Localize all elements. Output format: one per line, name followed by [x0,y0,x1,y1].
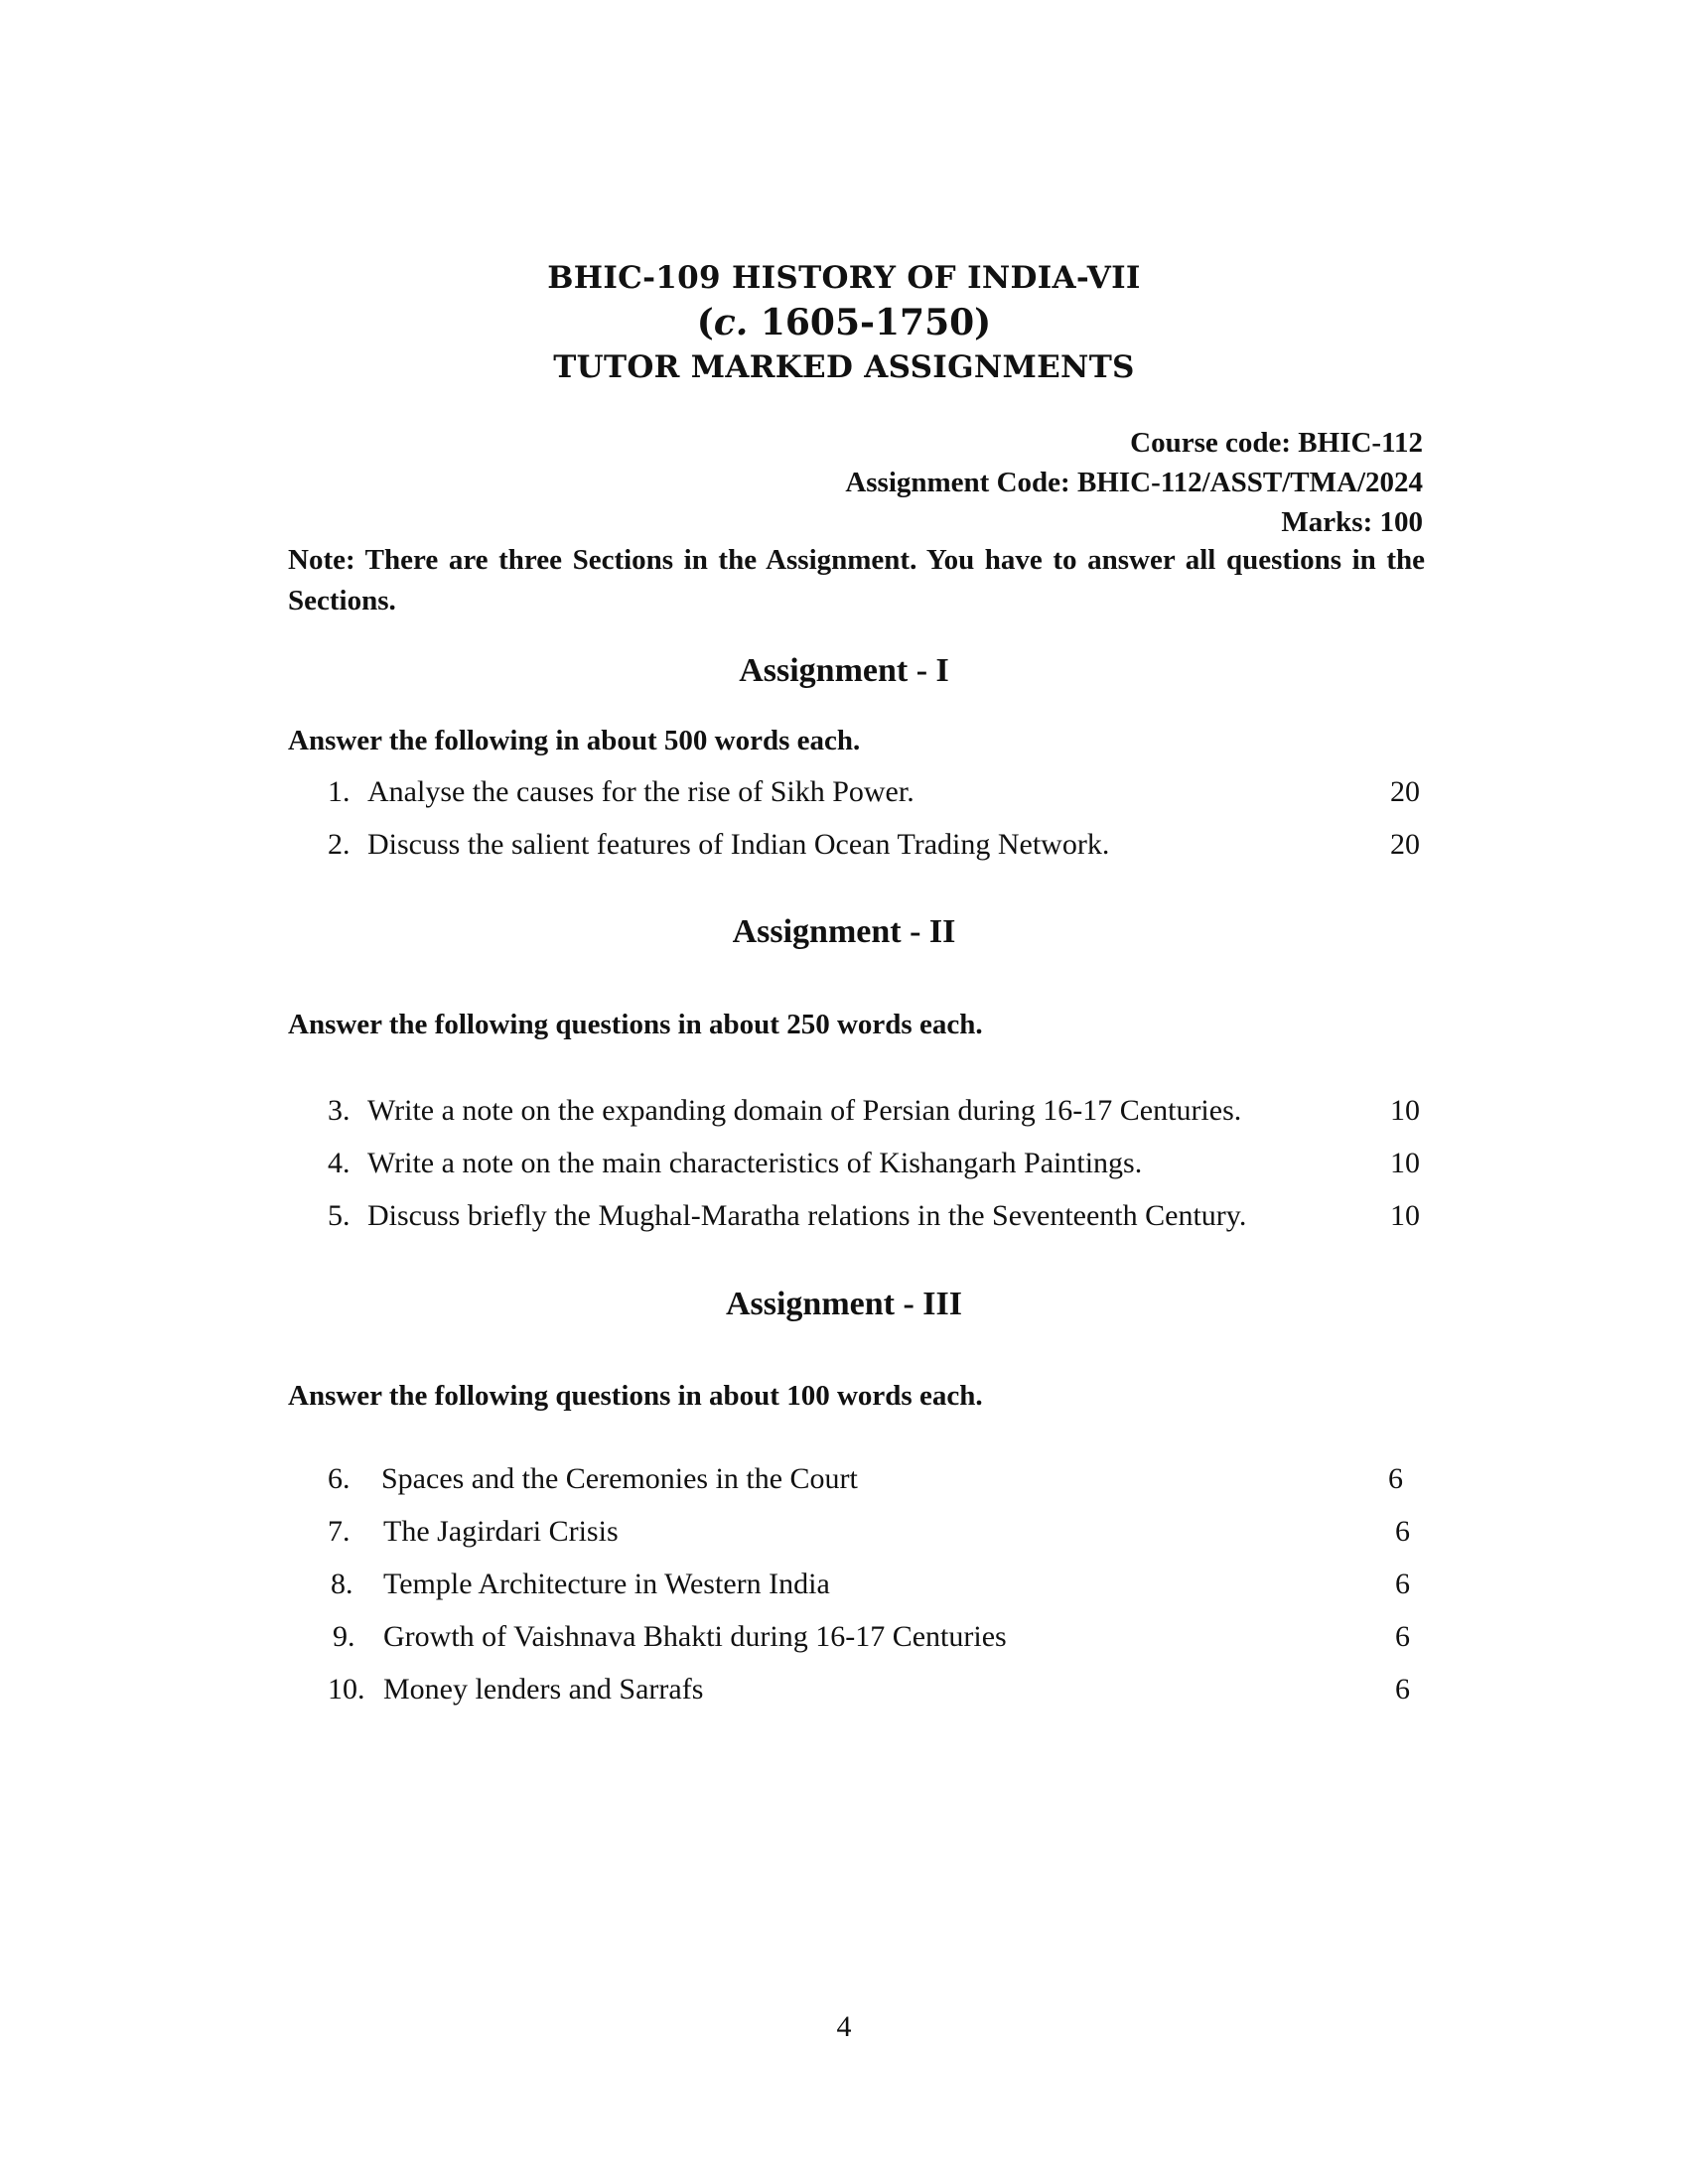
marks-total: Marks: 100 [1281,506,1423,538]
question-text: Write a note on the main characteristics of Kishangarh Paintings. [367,1147,1143,1179]
date-range: 1605-1750 [760,302,975,343]
section-heading-3: Assignment - III [725,1286,963,1322]
document-title: BHIC-109 HISTORY OF INDIA-VII [547,260,1141,296]
question-marks: 6 [1395,1568,1410,1600]
question-text: Spaces and the Ceremonies in the Court [381,1462,858,1495]
question-number: 8. [331,1568,353,1600]
question-number: 2. [328,828,351,861]
question-row [328,1196,1420,1236]
course-code: Course code: BHIC-112 [1130,427,1423,459]
question-marks: 6 [1395,1673,1410,1706]
circa-abbrev: c. [713,302,749,343]
question-text: Write a note on the expanding domain of Persian during 16-17 Centuries. [367,1094,1242,1127]
question-text: Growth of Vaishnava Bhakti during 16-17 Centuries [383,1620,1007,1653]
question-marks: 20 [1390,775,1420,808]
question-text: Money lenders and Sarrafs [383,1673,704,1706]
question-row [328,1617,1420,1657]
question-text: Discuss briefly the Mughal-Maratha relations in the Seventeenth Century. [367,1199,1247,1232]
question-number: 5. [328,1199,351,1232]
question-row [328,1091,1420,1131]
assignment-code: Assignment Code: BHIC-112/ASST/TMA/2024 [845,467,1423,498]
document-dates: (c. 1605-1750) [696,302,992,343]
question-number: 6. [328,1462,351,1495]
question-row [328,1459,1420,1499]
question-marks: 6 [1395,1515,1410,1548]
question-number: 3. [328,1094,351,1127]
question-row [328,772,1420,812]
question-number: 9. [333,1620,355,1653]
question-text: The Jagirdari Crisis [383,1515,619,1548]
document-subtitle: TUTOR MARKED ASSIGNMENTS [553,349,1135,385]
title-block [0,256,1688,389]
section-instruction-3: Answer the following questions in about 100 words each. [288,1380,983,1412]
question-row [328,825,1420,865]
question-row [328,1512,1420,1552]
question-text: Temple Architecture in Western India [383,1568,830,1600]
question-row [328,1670,1420,1709]
question-marks: 10 [1390,1199,1420,1232]
question-marks: 10 [1390,1094,1420,1127]
section-heading-2: Assignment - II [732,913,956,950]
question-marks: 20 [1390,828,1420,861]
question-number: 1. [328,775,351,808]
section-instruction-2: Answer the following questions in about 250 words each. [288,1009,983,1040]
question-text: Discuss the salient features of Indian Ocean Trading Network. [367,828,1110,861]
question-row [328,1565,1420,1604]
question-marks: 6 [1388,1462,1403,1495]
section-instruction-1: Answer the following in about 500 words each. [288,725,861,756]
question-number: 10. [328,1673,365,1706]
question-marks: 6 [1395,1620,1410,1653]
instructions-note: Note: There are three Sections in the Assignment. You have to answer all questions in the Sections. [288,544,1425,616]
question-marks: 10 [1390,1147,1420,1179]
question-number: 7. [328,1515,351,1548]
question-row [328,1144,1420,1183]
question-number: 4. [328,1147,351,1179]
section-heading-1: Assignment - I [739,652,949,689]
question-text: Analyse the causes for the rise of Sikh Power. [367,775,914,808]
page-number: 4 [836,2010,852,2043]
